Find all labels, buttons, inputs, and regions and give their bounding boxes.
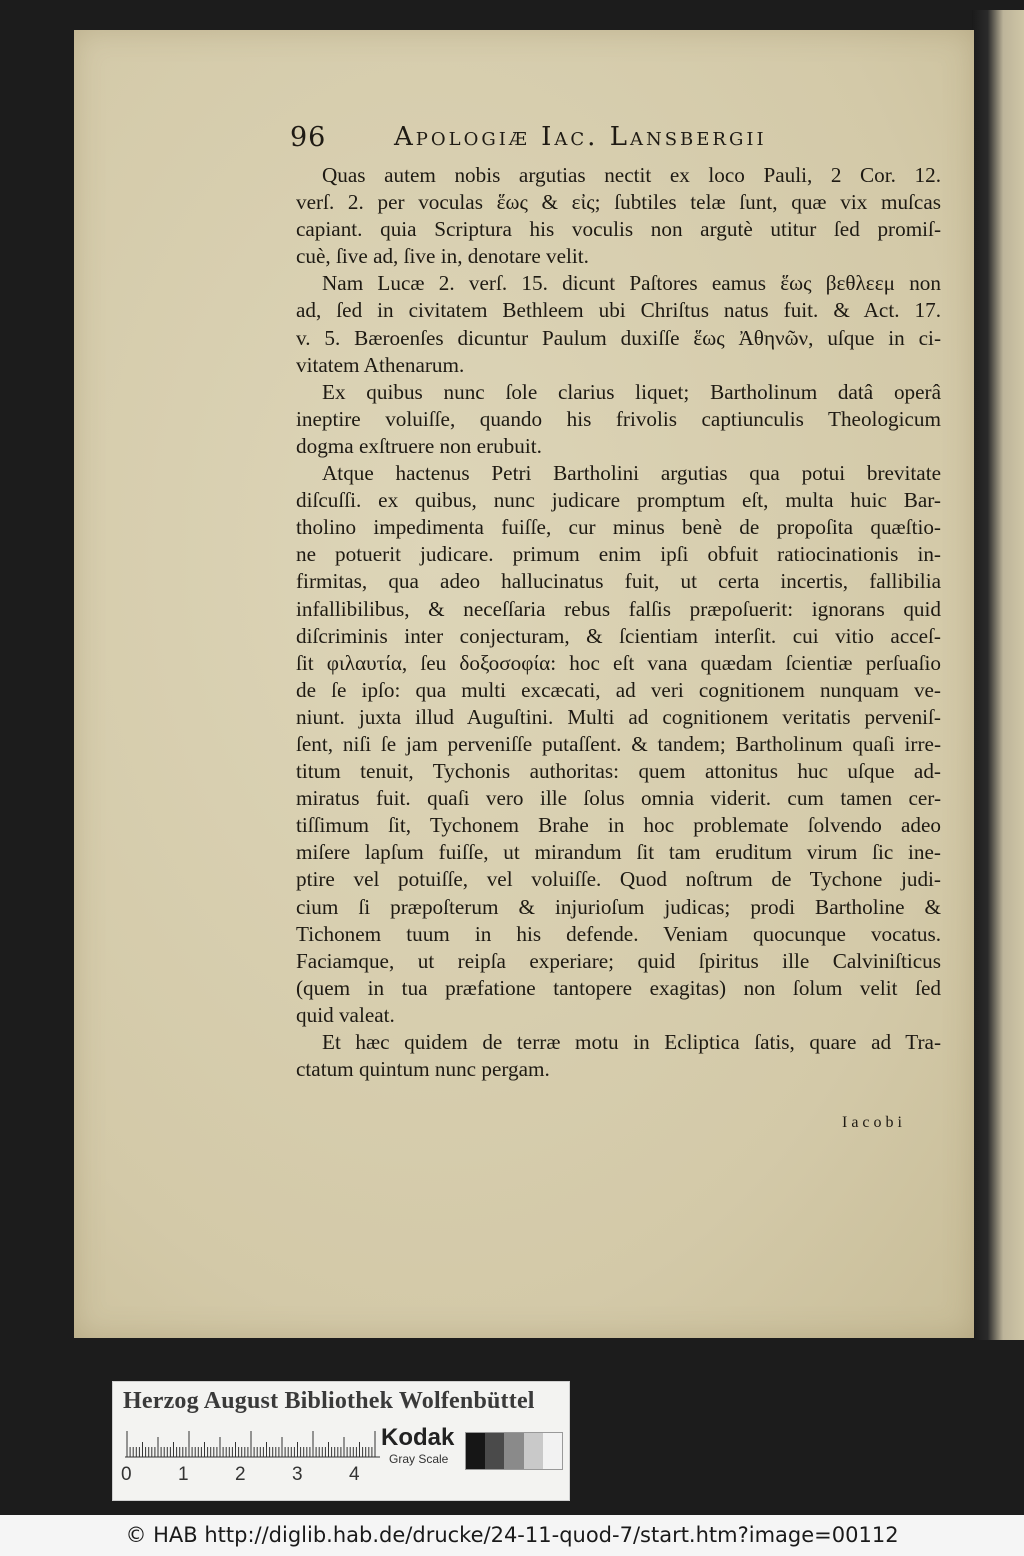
scale-number: 4 [349,1464,360,1485]
text-line: miratus fuit. quaſi vero ille ſolus omnia viderit. cum tamen cer- [296,786,941,811]
text-line: v. 5. Bæroenſes dicuntur Paulum duxiſſe ἕως Ἀθηνῶν, uſque in ci- [296,325,941,350]
text-line: Faciamque, ut reipſa experiare; quid ſpiritus ille Calviniſticus [296,948,941,973]
text-line: dogma exſtruere non erubuit. [296,433,542,458]
color-calibration-chart [112,1381,570,1501]
gray-swatch [524,1433,543,1469]
text-line: ad, ſed in civitatem Bethleem ubi Chriſtus natus fuit. & Act. 17. [296,298,941,323]
text-line: ſit φιλαυτία, ſeu δοξοσοφία: hoc eſt vana quædam ſcientiæ perſuaſio [296,650,941,675]
gray-scale-label: Gray Scale [389,1452,449,1466]
copyright-footer: © HAB http://diglib.hab.de/drucke/24-11-quod-7/start.htm?image=00112 [0,1515,1024,1556]
text-line: Nam Lucæ 2. verſ. 15. dicunt Paſtores eamus ἕως βεθλεεμ non [322,271,941,296]
text-line: firmitas, qua adeo hallucinatus fuit, ut certa incertis, fallibilia [296,569,941,594]
page-header [290,122,950,158]
text-line: cium ſi præpoſterum & injurioſum judicas; prodi Bartholine & [296,894,941,919]
text-line: Atque hactenus Petri Bartholini argutias qua potui brevitate [322,461,941,486]
facing-page-edge [972,10,1024,1340]
text-line: Et hæc quidem de terræ motu in Ecliptica ſatis, quare ad Tra- [322,1030,941,1054]
running-title: Apologiæ Iac. Lansbergii [394,122,767,152]
text-line: (quem in tua præfatione tantopere exagitas) non ſolum velit ſed [296,975,941,1000]
text-line: ineptire voluiſſe, quando his frivolis captiunculis Theologicum [296,406,941,431]
text-line: tiſſimum ſit, Tychonem Brahe in hoc problemate ſolvendo adeo [296,813,941,838]
text-line: ptire vel potuiſſe, vel voluiſſe. Quod noſtrum de Tychone judi- [296,867,941,892]
scale-number: 2 [235,1464,246,1485]
text-line: verſ. 2. per voculas ἕως & εἰς; ſubtiles telæ ſunt, quæ vix muſcas [296,190,941,215]
body-text [296,162,941,1083]
text-line: ne potuerit judicare. primum enim ipſi obfuit ratiocinationis in- [296,542,941,567]
text-line: tholino impedimenta fuiſſe, cur minus benè de propoſita quæſtio- [296,515,941,540]
text-line: de ſe ipſo: qua multi excæcati, ad veri cognitionem nunquam ve- [296,677,941,702]
text-line: diſcuſſi. ex quibus, nunc judicare promptum eſt, multa huic Bar- [296,488,941,513]
text-line: Quas autem nobis argutias nectit ex loco Pauli, 2 Cor. 12. [322,163,941,187]
catchword: Iacobi [842,1114,906,1131]
text-line: quid valeat. [296,1002,395,1027]
kodak-logo: Kodak [381,1424,455,1451]
gray-swatches [465,1432,563,1470]
gray-swatch [466,1433,485,1469]
text-line: infallibilibus, & neceſſaria rebus falſis præpoſuerit: ignorans quid [296,596,941,621]
text-line: titum tenuit, Tychonis authoritas: quem attonitus huc uſque ad- [296,759,941,784]
text-line: ſent, niſi ſe jam perveniſſe putaſſent. & tandem; Bartholinum quaſi irre- [296,731,941,756]
scale-number: 0 [121,1464,132,1485]
scale-numbers [119,1464,379,1492]
scale-number: 3 [292,1464,303,1485]
gray-swatch [543,1433,562,1469]
text-line: miſere lapſum fuiſſe, ut mirandum ſit tam eruditum virum ſic ine- [296,840,941,865]
gray-swatch [485,1433,504,1469]
text-line: niunt. juxta illud Auguſtini. Multi ad cognitionem veritatis perveniſ- [296,704,941,729]
text-line: vitatem Athenarum. [296,352,465,377]
text-line: diſcriminis inter conjecturam, & ſcientiam interſit. cui vitio acceſ- [296,623,941,648]
text-line: cuè, ſive ad, ſive in, denotare velit. [296,244,589,269]
ruler-scale [125,1428,380,1458]
text-line: Tichonem tuum in his defende. Veniam quocunque vocatus. [296,921,941,946]
text-line: ctatum quintum nunc pergam. [296,1057,550,1082]
gray-swatch [504,1433,523,1469]
text-line: Ex quibus nunc ſole clarius liquet; Bartholinum datâ operâ [322,379,941,404]
page-number: 96 [290,122,327,153]
institution-label: Herzog August Bibliothek Wolfenbüttel [123,1388,535,1414]
scale-number: 1 [178,1464,189,1485]
text-line: capiant. quia Scriptura his voculis non argutè utitur ſed promiſ- [296,217,941,242]
